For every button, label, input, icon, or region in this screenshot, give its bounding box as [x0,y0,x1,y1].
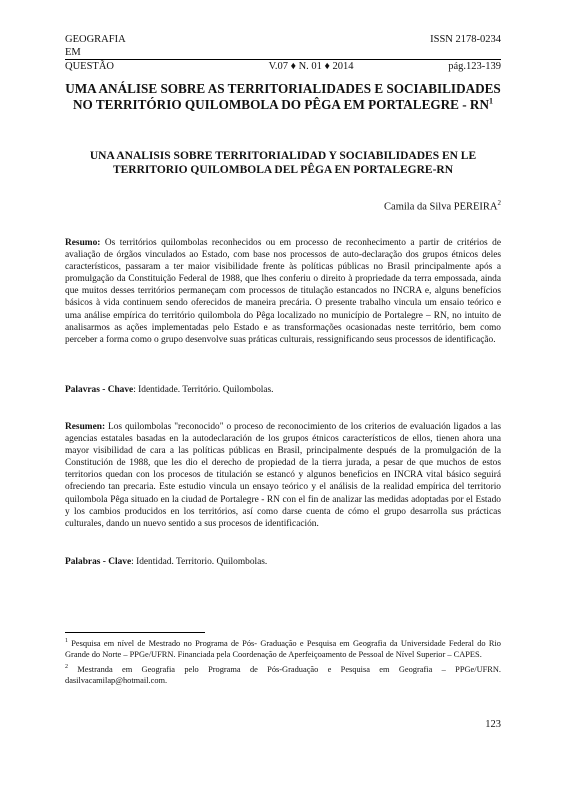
palavras-chave [65,384,501,396]
resumo-text: Os territórios quilombolas reconhecidos ou em processo de reconhecimento a partir de critérios de avaliação de órgãos vinculados ao Estado, com base nos processos de auto-declaração dos grupos étnicos deles característicos, passaram a ter maior visibilidade frente às políticas públicas no Brasil principalmente após a promulgação da Constituição Federal de 1988, que lhes conferiu o direito à propriedade da terra empossada, ainda que muitos desses territórios permaneçam com processos de titulação estancados no INCRA e, alguns benefícios básicos à vida continuem sendo oferecidos de maneira precária. O presente trabalho vincula um ensaio teórico e uma análise empírica do território quilombola do Pêga localizado no município de Portalegre – RN, no intuito de analisarmos as ações implementadas pelo Estado e as transformações ocasionadas neste território, bem como perceber a forma como o grupo desenvolve suas práticas culturais, ressignificando seus processos de identificação. [65,238,501,345]
journal-name-line2: EM [65,46,501,60]
journal-name-line1: GEOGRAFIA [65,34,126,45]
author-footnote-mark: 2 [497,199,501,207]
resumen-text: Los quilombolas "reconocido" o proceso de reconocimiento de los criterios de evaluación ligados a las agencias estatales basadas en la autodeclaración de los grupos étnicos característicos de ellos, tienen ahora una mayor visibilidad de cara a las políticas públicas en Brasil, principalmente después de la promulgación de la Constitución de 1988, que les dio el derecho de propiedad de la tierra jurada, a pesar de que muchos de estos territorios quedan con los procesos de titulación se estancó y algunos beneficios en INCRA vital básico seguirá ofreciendo tan precaria. Este estudio vincula un ensayo teórico y el análisis de la realidad empírica del territorio quilombola Pêga situado en la ciudad de Portalegre - RN con el fin de analizar las medidas adoptadas por el Estado y los cambios producidos en los territórios, así como darse cuenta de cómo el grupo desarrolla sus prácticas culturales, dando un nuevo sentido a sus procesos de identificación. [65,422,501,529]
journal-header [65,33,501,73]
journal-name-line3: QUESTÃO [65,61,114,72]
article-title [65,81,501,113]
palavras-label: Palavras - Chave [65,385,134,395]
page-number: 123 [485,719,501,730]
resumo-paragraph [65,237,501,346]
author-name: Camila da Silva PEREIRA [384,201,498,213]
footnote-2-mark: 2 [65,663,68,670]
palabras-label: Palabras - Clave [65,557,132,567]
palabras-text: : Identidad. Territorio. Quilombolas. [131,557,268,567]
footnote-2-text: Mestranda em Geografia pelo Programa de Pós-Graduação e Pesquisa em Geografia – PPGe/UFRN. dasilvacamilap@hotmail.com. [65,664,501,685]
footnote-2 [65,662,501,686]
issn: ISSN 2178-0234 [430,34,501,45]
resumo-label: Resumo: [65,238,101,248]
page-range: pág.123-139 [448,61,501,72]
article-title-spanish: UNA ANALISIS SOBRE TERRITORIALIDAD Y SOCIABILIDADES EN LE TERRITORIO QUILOMBOLA DEL PÊGA EN PORTALEGRE-RN [89,150,477,176]
resumen-label: Resumen: [65,422,106,432]
palavras-text: : Identidade. Território. Quilombolas. [133,385,274,395]
title-text: UMA ANÁLISE SOBRE AS TERRITORIALIDADES E SOCIABILIDADES NO TERRITÓRIO QUILOMBOLA DO PÊGA EM PORTALEGRE - RN [65,81,501,112]
footnote-divider [65,632,205,633]
palabras-clave [65,556,501,568]
footnote-1-mark: 1 [65,638,68,644]
volume-info: V.07 ♦ N. 01 ♦ 2014 [268,61,354,72]
resumen-paragraph [65,421,501,530]
footnote-1-text: Pesquisa em nível de Mestrado no Programa de Pós- Graduação e Pesquisa em Geografia da Universidade Federal do Rio Grande do Norte – PPGe/UFRN. Financiada pela Coordenação de Aperfeiçoamento de Pessoal de Nível Superior – CAPES. [65,638,501,659]
title-footnote-mark: 1 [488,96,493,106]
footnotes [65,636,501,688]
author [384,199,501,213]
footnote-1 [65,636,501,660]
